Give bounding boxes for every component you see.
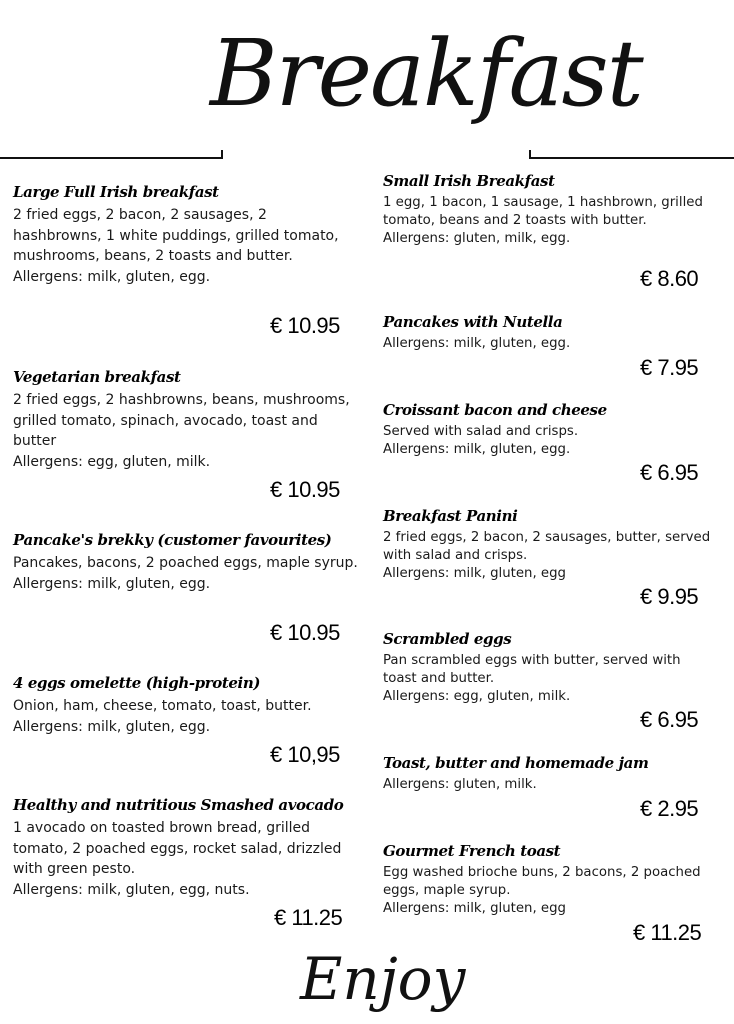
item-name: Gourmet French toast: [383, 842, 561, 860]
item-description: Served with salad and crisps.: [383, 424, 579, 439]
item-allergens: Allergens: gluten, milk, egg.: [383, 231, 571, 246]
menu-item-toast-jam: [383, 754, 713, 794]
item-name: 4 eggs omelette (high-protein): [13, 674, 261, 692]
menu-item-breakfast-panini: [383, 507, 713, 583]
item-allergens: Allergens: milk, gluten, egg.: [13, 575, 211, 592]
item-name: Vegetarian breakfast: [13, 368, 181, 386]
item-description: Onion, ham, cheese, tomato, toast, butter.: [13, 698, 312, 714]
menu-title: Breakfast: [210, 20, 642, 127]
menu-item-large-irish: [13, 183, 358, 287]
item-price: € 6.95: [640, 707, 699, 732]
item-name: Large Full Irish breakfast: [13, 183, 219, 201]
menu-item-french-toast: [383, 842, 713, 918]
item-description: 1 egg, 1 bacon, 1 sausage, 1 hashbrown, grilled tomato, beans and 2 toasts with butter.: [383, 195, 703, 228]
item-description: 2 fried eggs, 2 bacon, 2 sausages, 2 hashbrowns, 1 white puddings, grilled tomato, mushrooms, beans, 2 toasts and butter.: [13, 207, 339, 264]
item-price: € 9.95: [640, 584, 699, 609]
item-price: € 7.95: [640, 355, 699, 380]
item-description: 1 avocado on toasted brown bread, grilled tomato, 2 poached eggs, rocket salad, drizzled with green pesto.: [13, 820, 342, 877]
item-allergens: Allergens: egg, gluten, milk.: [383, 689, 571, 704]
item-description: 2 fried eggs, 2 bacon, 2 sausages, butter, served with salad and crisps.: [383, 530, 711, 563]
item-price: € 11.25: [633, 920, 702, 945]
item-allergens: Allergens: milk, gluten, egg.: [383, 336, 571, 351]
menu-item-pancake-brekky: [13, 531, 358, 594]
item-allergens: Allergens: milk, gluten, egg: [383, 901, 566, 916]
item-name: Scrambled eggs: [383, 630, 512, 648]
menu-item-scrambled-eggs: [383, 630, 713, 706]
item-name: Small Irish Breakfast: [383, 172, 555, 190]
item-price: € 10.95: [270, 477, 340, 502]
item-description: Pancakes, bacons, 2 poached eggs, maple syrup.: [13, 555, 358, 571]
item-description: Pan scrambled eggs with butter, served with toast and butter.: [383, 653, 681, 686]
item-description: Egg washed brioche buns, 2 bacons, 2 poached eggs, maple syrup.: [383, 865, 701, 898]
menu-header: [0, 0, 734, 170]
item-allergens: Allergens: milk, gluten, egg, nuts.: [13, 881, 250, 898]
item-allergens: Allergens: milk, gluten, egg.: [13, 268, 211, 285]
item-allergens: Allergens: milk, gluten, egg: [383, 566, 566, 581]
item-name: Breakfast Panini: [383, 507, 518, 525]
menu-item-vegetarian: [13, 368, 358, 472]
menu-item-pancakes-nutella: [383, 313, 713, 353]
item-allergens: Allergens: egg, gluten, milk.: [13, 453, 211, 470]
item-allergens: Allergens: milk, gluten, egg.: [13, 718, 211, 735]
closing-script: Enjoy: [300, 945, 466, 1013]
menu-item-small-irish: [383, 172, 713, 248]
item-allergens: Allergens: gluten, milk.: [383, 777, 537, 792]
item-price: € 2.95: [640, 796, 699, 821]
item-price: € 8.60: [640, 266, 699, 291]
item-price: € 11.25: [274, 905, 343, 930]
item-price: € 10,95: [270, 742, 340, 767]
item-price: € 10.95: [270, 313, 340, 338]
menu-item-omelette: [13, 674, 358, 737]
item-name: Toast, butter and homemade jam: [383, 754, 649, 772]
item-name: Croissant bacon and cheese: [383, 401, 607, 419]
item-name: Pancakes with Nutella: [383, 313, 563, 331]
item-price: € 6.95: [640, 460, 699, 485]
item-allergens: Allergens: milk, gluten, egg.: [383, 442, 571, 457]
menu-item-smashed-avocado: [13, 796, 358, 900]
item-name: Healthy and nutritious Smashed avocado: [13, 796, 344, 814]
item-description: 2 fried eggs, 2 hashbrowns, beans, mushrooms, grilled tomato, spinach, avocado, toast and butter: [13, 392, 350, 449]
item-name: Pancake's brekky (customer favourites): [13, 531, 332, 549]
item-price: € 10.95: [270, 620, 340, 645]
menu-item-croissant: [383, 401, 713, 459]
